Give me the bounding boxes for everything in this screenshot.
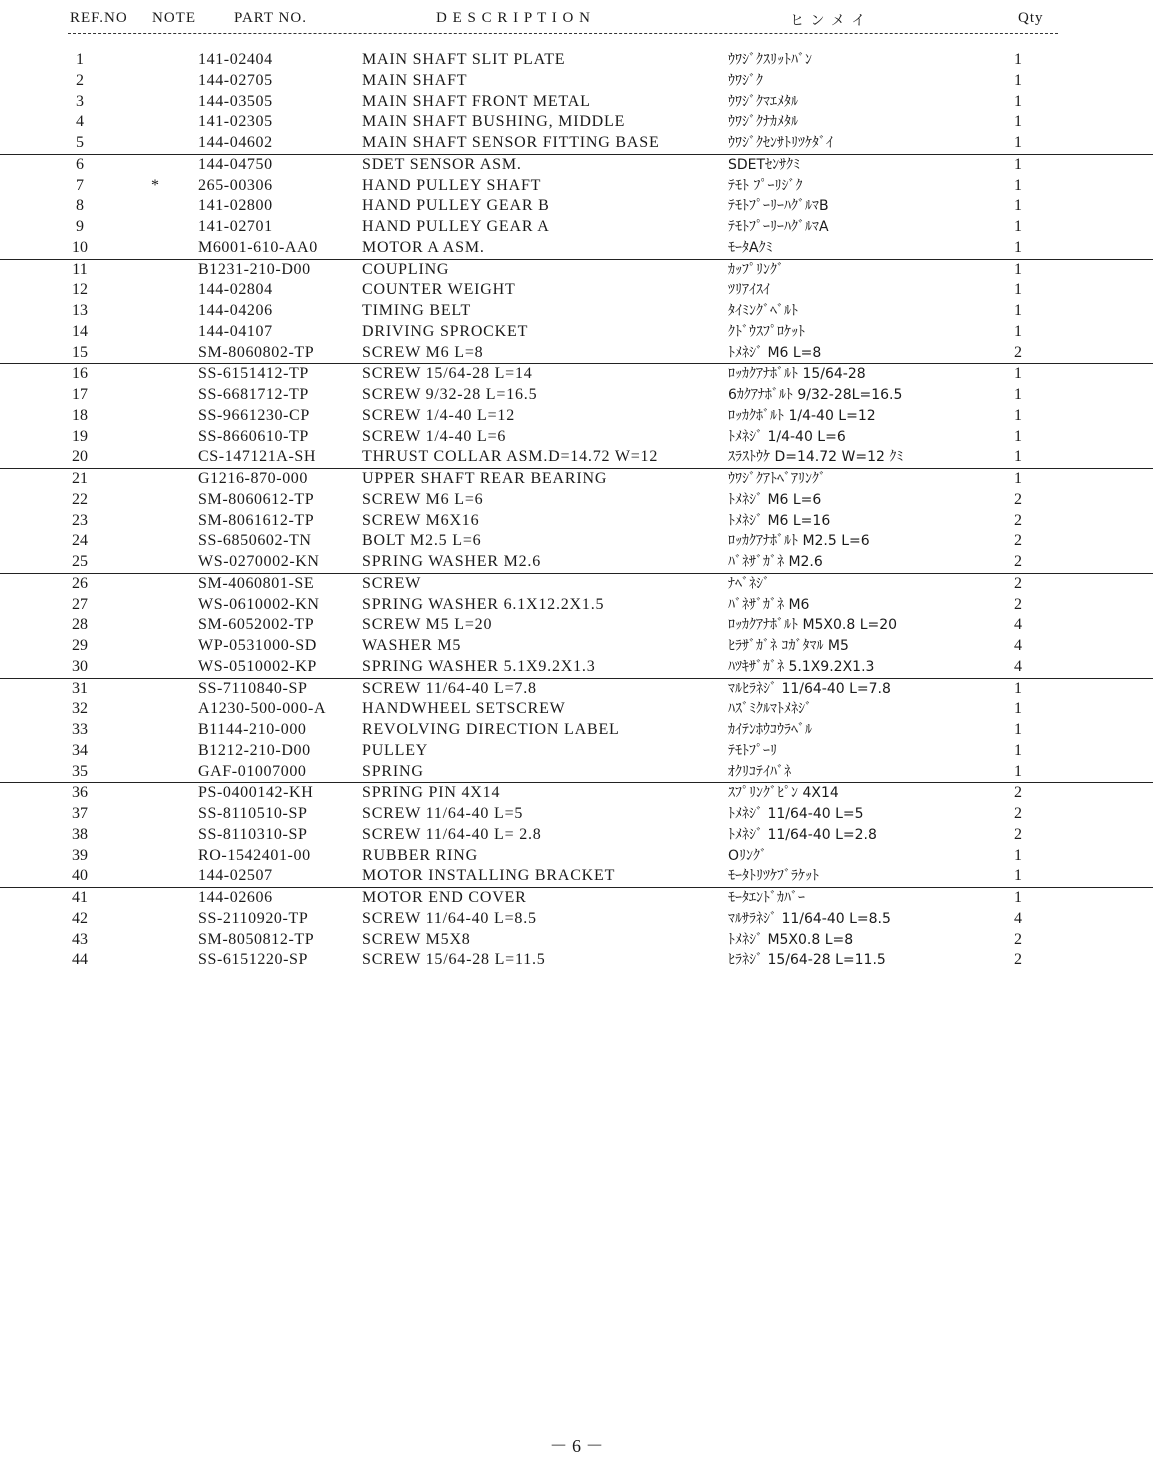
japanese-name: ﾊﾂｷｻﾞｶﾞﾈ 5.1X9.2X1.3 <box>728 658 875 675</box>
part-number: SM-6052002-TP <box>198 616 315 634</box>
part-number: G1216-870-000 <box>198 470 309 487</box>
quantity: 1 <box>1014 260 1022 278</box>
quantity: 1 <box>1014 700 1022 718</box>
quantity: 2 <box>1014 825 1022 843</box>
japanese-name: ﾓｰﾀAｸﾐ <box>728 239 773 256</box>
part-description: SCREW M6 L=6 <box>362 490 484 508</box>
table-row <box>0 176 1153 197</box>
quantity: 1 <box>1014 721 1022 738</box>
part-description: BOLT M2.5 L=6 <box>362 532 482 550</box>
part-description: SCREW M6 L=8 <box>362 343 484 361</box>
table-row <box>0 154 1153 176</box>
table-row <box>0 762 1153 783</box>
table-row <box>0 406 1153 427</box>
ref-number: 4 <box>76 113 84 131</box>
table-row <box>0 657 1153 678</box>
quantity: 1 <box>1014 889 1022 906</box>
part-number: 265-00306 <box>198 176 273 194</box>
header-note: NOTE <box>152 10 196 26</box>
ref-number: 23 <box>72 511 88 529</box>
part-description: HAND PULLEY GEAR B <box>362 197 550 215</box>
table-row <box>0 720 1153 741</box>
part-description: UPPER SHAFT REAR BEARING <box>362 470 608 487</box>
table-row <box>0 615 1153 636</box>
ref-number: 16 <box>72 365 88 383</box>
ref-number: 44 <box>72 951 88 969</box>
part-description: WASHER M5 <box>362 637 462 654</box>
table-row <box>0 782 1153 804</box>
quantity: 1 <box>1014 741 1022 759</box>
part-number: SS-6151412-TP <box>198 365 309 383</box>
ref-number: 17 <box>72 386 88 403</box>
table-row <box>0 950 1153 971</box>
table-row <box>0 930 1153 951</box>
table-row <box>0 447 1153 468</box>
quantity: 2 <box>1014 553 1022 570</box>
ref-number: 37 <box>72 805 88 822</box>
ref-number: 42 <box>72 909 88 927</box>
part-description: SPRING PIN 4X14 <box>362 784 501 802</box>
quantity: 1 <box>1014 322 1022 340</box>
part-description: MAIN SHAFT BUSHING, MIDDLE <box>362 113 626 131</box>
table-row <box>0 909 1153 930</box>
ref-number: 43 <box>72 930 88 948</box>
ref-number: 41 <box>72 889 88 906</box>
japanese-name: SDETｾﾝｻｸﾐ <box>728 156 801 173</box>
parts-table <box>0 50 1153 971</box>
part-description: SPRING WASHER 6.1X12.2X1.5 <box>362 595 605 613</box>
part-number: SS-8110510-SP <box>198 805 308 822</box>
ref-number: 5 <box>76 134 84 151</box>
table-row <box>0 427 1153 448</box>
quantity: 1 <box>1014 762 1022 780</box>
japanese-name: ﾄﾒﾈｼﾞ M6 L=16 <box>728 512 831 529</box>
part-number: GAF-01007000 <box>198 762 307 780</box>
ref-number: 2 <box>76 71 84 89</box>
japanese-name: ﾏﾙﾋﾗﾈｼﾞ 11/64-40 L=7.8 <box>728 680 891 697</box>
quantity: 1 <box>1014 176 1022 194</box>
quantity: 1 <box>1014 51 1022 68</box>
part-number: 141-02800 <box>198 197 273 215</box>
part-number: B1144-210-000 <box>198 721 307 738</box>
quantity: 1 <box>1014 281 1022 299</box>
ref-number: 11 <box>72 260 88 278</box>
japanese-name: ｽﾌﾟﾘﾝｸﾞﾋﾟﾝ 4X14 <box>728 785 839 802</box>
japanese-name: ﾃﾓﾄﾌﾟｰﾘｰﾊｸﾞﾙﾏA <box>728 219 829 235</box>
ref-number: 35 <box>72 762 88 780</box>
table-row <box>0 825 1153 846</box>
part-description: MAIN SHAFT SLIT PLATE <box>362 51 566 68</box>
japanese-name: ﾅﾍﾞﾈｼﾞ <box>728 575 770 592</box>
part-description: THRUST COLLAR ASM.D=14.72 W=12 <box>362 448 659 466</box>
part-number: 141-02701 <box>198 218 273 235</box>
ref-number: 8 <box>76 197 84 215</box>
part-description: SPRING WASHER 5.1X9.2X1.3 <box>362 657 596 675</box>
part-number: RO-1542401-00 <box>198 846 311 864</box>
part-number: 141-02404 <box>198 51 273 68</box>
ref-number: 6 <box>76 155 84 173</box>
part-number: PS-0400142-KH <box>198 784 314 802</box>
part-number: SM-4060801-SE <box>198 574 315 592</box>
japanese-name: ﾛｯｶｸｱﾅﾎﾞﾙﾄ M5X0.8 L=20 <box>728 617 898 634</box>
table-row <box>0 490 1153 511</box>
quantity: 2 <box>1014 784 1022 802</box>
ref-number: 18 <box>72 406 88 424</box>
japanese-name: 6ｶｸｱﾅﾎﾞﾙﾄ 9/32-28L=16.5 <box>728 387 903 403</box>
table-row <box>0 385 1153 406</box>
part-number: B1231-210-D00 <box>198 260 311 278</box>
part-description: SCREW 15/64-28 L=11.5 <box>362 951 546 969</box>
table-row <box>0 552 1153 573</box>
ref-number: 27 <box>72 595 88 613</box>
part-number: 144-04107 <box>198 322 273 340</box>
ref-number: 29 <box>72 637 88 654</box>
table-row <box>0 71 1153 92</box>
ref-number: 3 <box>76 92 84 110</box>
part-number: SS-8660610-TP <box>198 427 309 445</box>
japanese-name: ﾊﾞﾈｻﾞｶﾞﾈ M6 <box>728 596 810 613</box>
part-number: A1230-500-000-A <box>198 700 327 718</box>
japanese-name: ﾛｯｶｸｱﾅﾎﾞﾙﾄ M2.5 L=6 <box>728 533 870 550</box>
part-description: SCREW 1/4-40 L=12 <box>362 406 515 424</box>
part-description: SCREW 9/32-28 L=16.5 <box>362 386 538 403</box>
part-number: SS-8110310-SP <box>198 825 308 843</box>
part-description: SDET SENSOR ASM. <box>362 155 522 173</box>
table-row <box>0 573 1153 595</box>
table-row <box>0 636 1153 657</box>
table-row <box>0 741 1153 762</box>
japanese-name: ﾀｲﾐﾝｸﾞﾍﾞﾙﾄ <box>728 303 798 319</box>
table-row <box>0 531 1153 552</box>
table-row <box>0 887 1153 909</box>
ref-number: 21 <box>72 470 88 487</box>
part-number: 144-04602 <box>198 134 273 151</box>
japanese-name: ﾄﾒﾈｼﾞ M5X0.8 L=8 <box>728 931 854 948</box>
ref-number: 25 <box>72 553 88 570</box>
quantity: 1 <box>1014 197 1022 215</box>
quantity: 2 <box>1014 490 1022 508</box>
quantity: 1 <box>1014 406 1022 424</box>
quantity: 2 <box>1014 930 1022 948</box>
japanese-name: ｳﾜｼﾞｸｾﾝｻﾄﾘﾂｹﾀﾞｲ <box>728 135 833 151</box>
header-ref-no: REF.NO <box>70 10 128 26</box>
part-number: WS-0610002-KN <box>198 595 320 613</box>
part-number: SS-6681712-TP <box>198 386 309 403</box>
part-number: 144-04206 <box>198 302 273 319</box>
quantity: 1 <box>1014 386 1022 403</box>
part-description: SCREW <box>362 574 422 592</box>
quantity: 2 <box>1014 532 1022 550</box>
table-row <box>0 511 1153 532</box>
japanese-name: ﾓｰﾀｴﾝﾄﾞｶﾊﾞｰ <box>728 890 805 906</box>
part-number: CS-147121A-SH <box>198 448 317 466</box>
part-number: SS-9661230-CP <box>198 406 310 424</box>
japanese-name: ﾏﾙｻﾗﾈｼﾞ 11/64-40 L=8.5 <box>728 910 891 927</box>
part-description: SCREW M6X16 <box>362 511 480 529</box>
part-description: HANDWHEEL SETSCREW <box>362 700 566 718</box>
japanese-name: ﾛｯｶｸｱﾅﾎﾞﾙﾄ 15/64-28 <box>728 366 866 383</box>
part-number: M6001-610-AA0 <box>198 238 318 256</box>
quantity: 1 <box>1014 365 1022 383</box>
part-description: MAIN SHAFT <box>362 71 468 89</box>
quantity: 1 <box>1014 846 1022 864</box>
ref-number: 20 <box>72 448 88 466</box>
part-description: SCREW 11/64-40 L=8.5 <box>362 909 537 927</box>
table-row <box>0 343 1153 364</box>
quantity: 4 <box>1014 637 1022 654</box>
table-row <box>0 699 1153 720</box>
table-row <box>0 804 1153 825</box>
ref-number: 36 <box>72 784 88 802</box>
part-number: B1212-210-D00 <box>198 741 311 759</box>
table-row <box>0 846 1153 867</box>
header-qty: Qty <box>1018 10 1044 26</box>
part-number: 144-02606 <box>198 889 273 906</box>
japanese-name: ｳﾜｼﾞｸ <box>728 72 763 89</box>
part-description: SPRING <box>362 762 424 780</box>
quantity: 1 <box>1014 134 1022 151</box>
part-number: WS-0270002-KN <box>198 553 320 570</box>
quantity: 1 <box>1014 113 1022 131</box>
quantity: 2 <box>1014 574 1022 592</box>
japanese-name: ﾄﾒﾈｼﾞ 11/64-40 L=2.8 <box>728 826 877 843</box>
ref-number: 26 <box>72 574 88 592</box>
japanese-name: ﾛｯｶｸﾎﾞﾙﾄ 1/4-40 L=12 <box>728 407 876 424</box>
part-description: MAIN SHAFT FRONT METAL <box>362 92 591 110</box>
part-description: SCREW M5X8 <box>362 930 471 948</box>
quantity: 1 <box>1014 218 1022 235</box>
quantity: 2 <box>1014 805 1022 822</box>
japanese-name: ｳﾜｼﾞｸﾅｶﾒﾀﾙ <box>728 114 798 131</box>
part-description: DRIVING SPROCKET <box>362 322 529 340</box>
header-rule <box>68 33 1058 34</box>
part-number: SS-2110920-TP <box>198 909 309 927</box>
ref-number: 13 <box>72 302 88 319</box>
quantity: 1 <box>1014 679 1022 697</box>
ref-number: 38 <box>72 825 88 843</box>
part-description: SCREW 15/64-28 L=14 <box>362 365 533 383</box>
part-description: SCREW 11/64-40 L=7.8 <box>362 679 537 697</box>
quantity: 4 <box>1014 909 1022 927</box>
japanese-name: Oﾘﾝｸﾞ <box>728 847 768 864</box>
ref-number: 34 <box>72 741 88 759</box>
table-row <box>0 259 1153 281</box>
part-number: 144-02507 <box>198 867 273 885</box>
part-description: MOTOR END COVER <box>362 889 527 906</box>
part-description: PULLEY <box>362 741 429 759</box>
japanese-name: ｶｯﾌﾟﾘﾝｸﾞ <box>728 261 784 278</box>
table-row <box>0 595 1153 616</box>
table-row <box>0 866 1153 887</box>
part-description: COUPLING <box>362 260 450 278</box>
table-row <box>0 133 1153 154</box>
quantity: 1 <box>1014 155 1022 173</box>
ref-number: 39 <box>72 846 88 864</box>
part-description: SCREW 1/4-40 L=6 <box>362 427 507 445</box>
quantity: 2 <box>1014 595 1022 613</box>
page-number: － 6 － <box>549 1436 604 1456</box>
part-number: 144-04750 <box>198 155 273 173</box>
japanese-name: ﾓｰﾀﾄﾘﾂｹﾌﾞﾗｹｯﾄ <box>728 868 819 885</box>
japanese-name: ﾊﾞﾈｻﾞｶﾞﾈ M2.6 <box>728 554 823 570</box>
table-row <box>0 678 1153 700</box>
part-number: WS-0510002-KP <box>198 657 317 675</box>
table-row <box>0 280 1153 301</box>
japanese-name: ｳﾜｼﾞｸﾏｴﾒﾀﾙ <box>728 93 798 110</box>
ref-number: 30 <box>72 657 88 675</box>
quantity: 1 <box>1014 448 1022 466</box>
japanese-name: ﾄﾒﾈｼﾞ 1/4-40 L=6 <box>728 428 846 445</box>
ref-number: 7 <box>76 176 84 194</box>
ref-number: 32 <box>72 700 88 718</box>
table-row <box>0 322 1153 343</box>
part-description: MOTOR INSTALLING BRACKET <box>362 867 616 885</box>
part-number: SM-8060802-TP <box>198 343 315 361</box>
japanese-name: ｳﾜｼﾞｸｽﾘｯﾄﾊﾞﾝ <box>728 52 812 68</box>
ref-number: 12 <box>72 281 88 299</box>
part-number: 144-02705 <box>198 71 273 89</box>
part-number: SS-6850602-TN <box>198 532 312 550</box>
japanese-name: ﾃﾓﾄﾌﾟｰﾘ <box>728 742 777 759</box>
part-number: 144-02804 <box>198 281 273 299</box>
table-row <box>0 112 1153 133</box>
part-number: SS-7110840-SP <box>198 679 308 697</box>
table-row <box>0 363 1153 385</box>
japanese-name: ﾊｽﾞﾐｸﾙﾏﾄﾒﾈｼﾞ <box>728 701 812 718</box>
ref-number: 24 <box>72 532 88 550</box>
quantity: 1 <box>1014 302 1022 319</box>
japanese-name: ﾄﾒﾈｼﾞ M6 L=6 <box>728 491 822 508</box>
quantity: 2 <box>1014 511 1022 529</box>
table-row <box>0 468 1153 490</box>
part-number: 144-03505 <box>198 92 273 110</box>
part-number: WP-0531000-SD <box>198 637 317 654</box>
japanese-name: ﾃﾓﾄﾌﾟｰﾘｰﾊｸﾞﾙﾏB <box>728 198 829 215</box>
part-description: COUNTER WEIGHT <box>362 281 516 299</box>
table-row <box>0 217 1153 238</box>
header-description: D E S C R I P T I O N <box>436 10 591 26</box>
quantity: 1 <box>1014 470 1022 487</box>
part-number: SS-6151220-SP <box>198 951 309 969</box>
table-row <box>0 92 1153 113</box>
header-japanese-name: ヒ ン メ イ <box>790 13 867 29</box>
table-row <box>0 238 1153 259</box>
part-description: SCREW M5 L=20 <box>362 616 493 634</box>
part-description: SCREW 11/64-40 L=5 <box>362 805 524 822</box>
japanese-name: ﾄﾒﾈｼﾞ M6 L=8 <box>728 344 822 361</box>
ref-number: 31 <box>72 679 88 697</box>
part-description: MOTOR A ASM. <box>362 238 485 256</box>
part-number: SM-8060612-TP <box>198 490 315 508</box>
ref-number: 15 <box>72 343 88 361</box>
table-row <box>0 50 1153 71</box>
quantity: 1 <box>1014 867 1022 885</box>
ref-number: 19 <box>72 427 88 445</box>
japanese-name: ｸﾄﾞｳｽﾌﾟﾛｹｯﾄ <box>728 323 805 340</box>
part-description: HAND PULLEY SHAFT <box>362 176 542 194</box>
ref-number: 28 <box>72 616 88 634</box>
japanese-name: ﾃﾓﾄ ﾌﾟｰﾘｼﾞｸ <box>728 177 803 194</box>
part-description: TIMING BELT <box>362 302 472 319</box>
part-description: SPRING WASHER M2.6 <box>362 553 542 570</box>
japanese-name: ｽﾗｽﾄｳｹ D=14.72 W=12 ｸﾐ <box>728 449 904 466</box>
japanese-name: ｶｲﾃﾝﾎｳｺｳﾗﾍﾞﾙ <box>728 722 812 738</box>
ref-number: 10 <box>72 238 88 256</box>
ref-number: 9 <box>76 218 84 235</box>
quantity: 2 <box>1014 951 1022 969</box>
part-description: REVOLVING DIRECTION LABEL <box>362 721 620 738</box>
part-number: SM-8050812-TP <box>198 930 315 948</box>
table-row <box>0 301 1153 322</box>
quantity: 1 <box>1014 71 1022 89</box>
part-description: HAND PULLEY GEAR A <box>362 218 550 235</box>
part-description: RUBBER RING <box>362 846 478 864</box>
ref-number: 22 <box>72 490 88 508</box>
quantity: 1 <box>1014 92 1022 110</box>
ref-number: 14 <box>72 322 88 340</box>
part-description: MAIN SHAFT SENSOR FITTING BASE <box>362 134 660 151</box>
note-mark: * <box>151 176 159 194</box>
japanese-name: ﾋﾗﾈｼﾞ 15/64-28 L=11.5 <box>728 952 886 969</box>
quantity: 2 <box>1014 343 1022 361</box>
japanese-name: ｳﾜｼﾞｸｱﾄﾍﾞｱﾘﾝｸﾞ <box>728 471 826 487</box>
japanese-name: ﾋﾗｻﾞｶﾞﾈ ｺｶﾞﾀﾏﾙ M5 <box>728 638 849 654</box>
quantity: 4 <box>1014 616 1022 634</box>
header-part-no: PART NO. <box>234 10 307 26</box>
part-number: 141-02305 <box>198 113 273 131</box>
ref-number: 40 <box>72 867 88 885</box>
japanese-name: ｵｸﾘｺﾃｲﾊﾞﾈ <box>728 763 791 780</box>
quantity: 1 <box>1014 427 1022 445</box>
ref-number: 1 <box>76 51 84 68</box>
ref-number: 33 <box>72 721 88 738</box>
japanese-name: ﾄﾒﾈｼﾞ 11/64-40 L=5 <box>728 806 864 822</box>
part-number: SM-8061612-TP <box>198 511 315 529</box>
table-row <box>0 196 1153 217</box>
quantity: 4 <box>1014 657 1022 675</box>
japanese-name: ﾂﾘｱｲｽｲ <box>728 282 770 299</box>
quantity: 1 <box>1014 238 1022 256</box>
part-description: SCREW 11/64-40 L= 2.8 <box>362 825 542 843</box>
